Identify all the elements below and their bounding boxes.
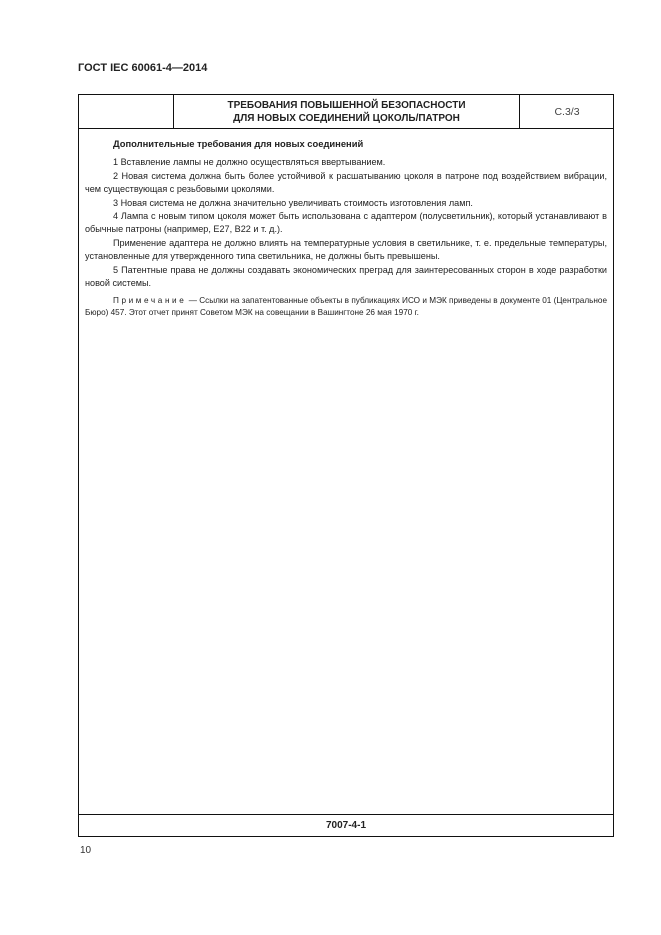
requirement-4: 4 Лампа с новым типом цоколя может быть использована с адаптером (полусветильник), который устанавливают в обычные патроны (например, E27, B22 и т. д.). bbox=[85, 211, 607, 235]
sheet-footer-code: 7007-4-1 bbox=[79, 814, 613, 836]
requirement-2: 2 Новая система должна быть более устойчивой к расшатыванию цоколя в патроне под воздействием вибрации, чем существующая с резьбовыми цоколями. bbox=[85, 170, 607, 195]
note-text: — Ссылки на запатентованные объекты в публикациях ИСО и МЭК приведены в документе 01 (Центральное Бюро) 457. Этот отчет принят Советом МЭК на совещании в Вашингтоне 26 мая 1970 г. bbox=[85, 296, 607, 318]
sheet-title bbox=[174, 95, 520, 128]
sheet-title-line2: ДЛЯ НОВЫХ СОЕДИНЕНИЙ ЦОКОЛЬ/ПАТРОН bbox=[233, 112, 460, 124]
section-subheading: Дополнительные требования для новых соединений bbox=[113, 138, 364, 149]
requirement-3: 3 Новая система не должна значительно увеличивать стоимость изготовления ламп. bbox=[113, 197, 473, 208]
page-number: 10 bbox=[80, 845, 92, 856]
sheet-title-line1: ТРЕБОВАНИЯ ПОВЫШЕННОЙ БЕЗОПАСНОСТИ bbox=[227, 99, 466, 111]
sheet-content bbox=[85, 137, 607, 319]
sheet-header bbox=[79, 95, 613, 129]
adapter-paragraph: Применение адаптера не должно влиять на температурные условия в светильнике, т. е. предельные температуры, установленные для утвержденного типа светильника, не должны быть превышены. bbox=[85, 237, 607, 262]
header-left-cell bbox=[79, 95, 174, 128]
requirement-1: 1 Вставление лампы не должно осуществляться ввертыванием. bbox=[113, 157, 386, 168]
sheet-reference: C.3/3 bbox=[554, 105, 580, 118]
note-paragraph bbox=[85, 295, 607, 319]
data-sheet-frame bbox=[78, 94, 614, 837]
note-label: Примечание bbox=[113, 296, 187, 306]
standard-id: ГОСТ IEC 60061-4—2014 bbox=[78, 62, 208, 74]
requirement-5: 5 Патентные права не должны создавать экономических преград для заинтересованных сторон в ходе разработки новой системы. bbox=[85, 264, 607, 289]
